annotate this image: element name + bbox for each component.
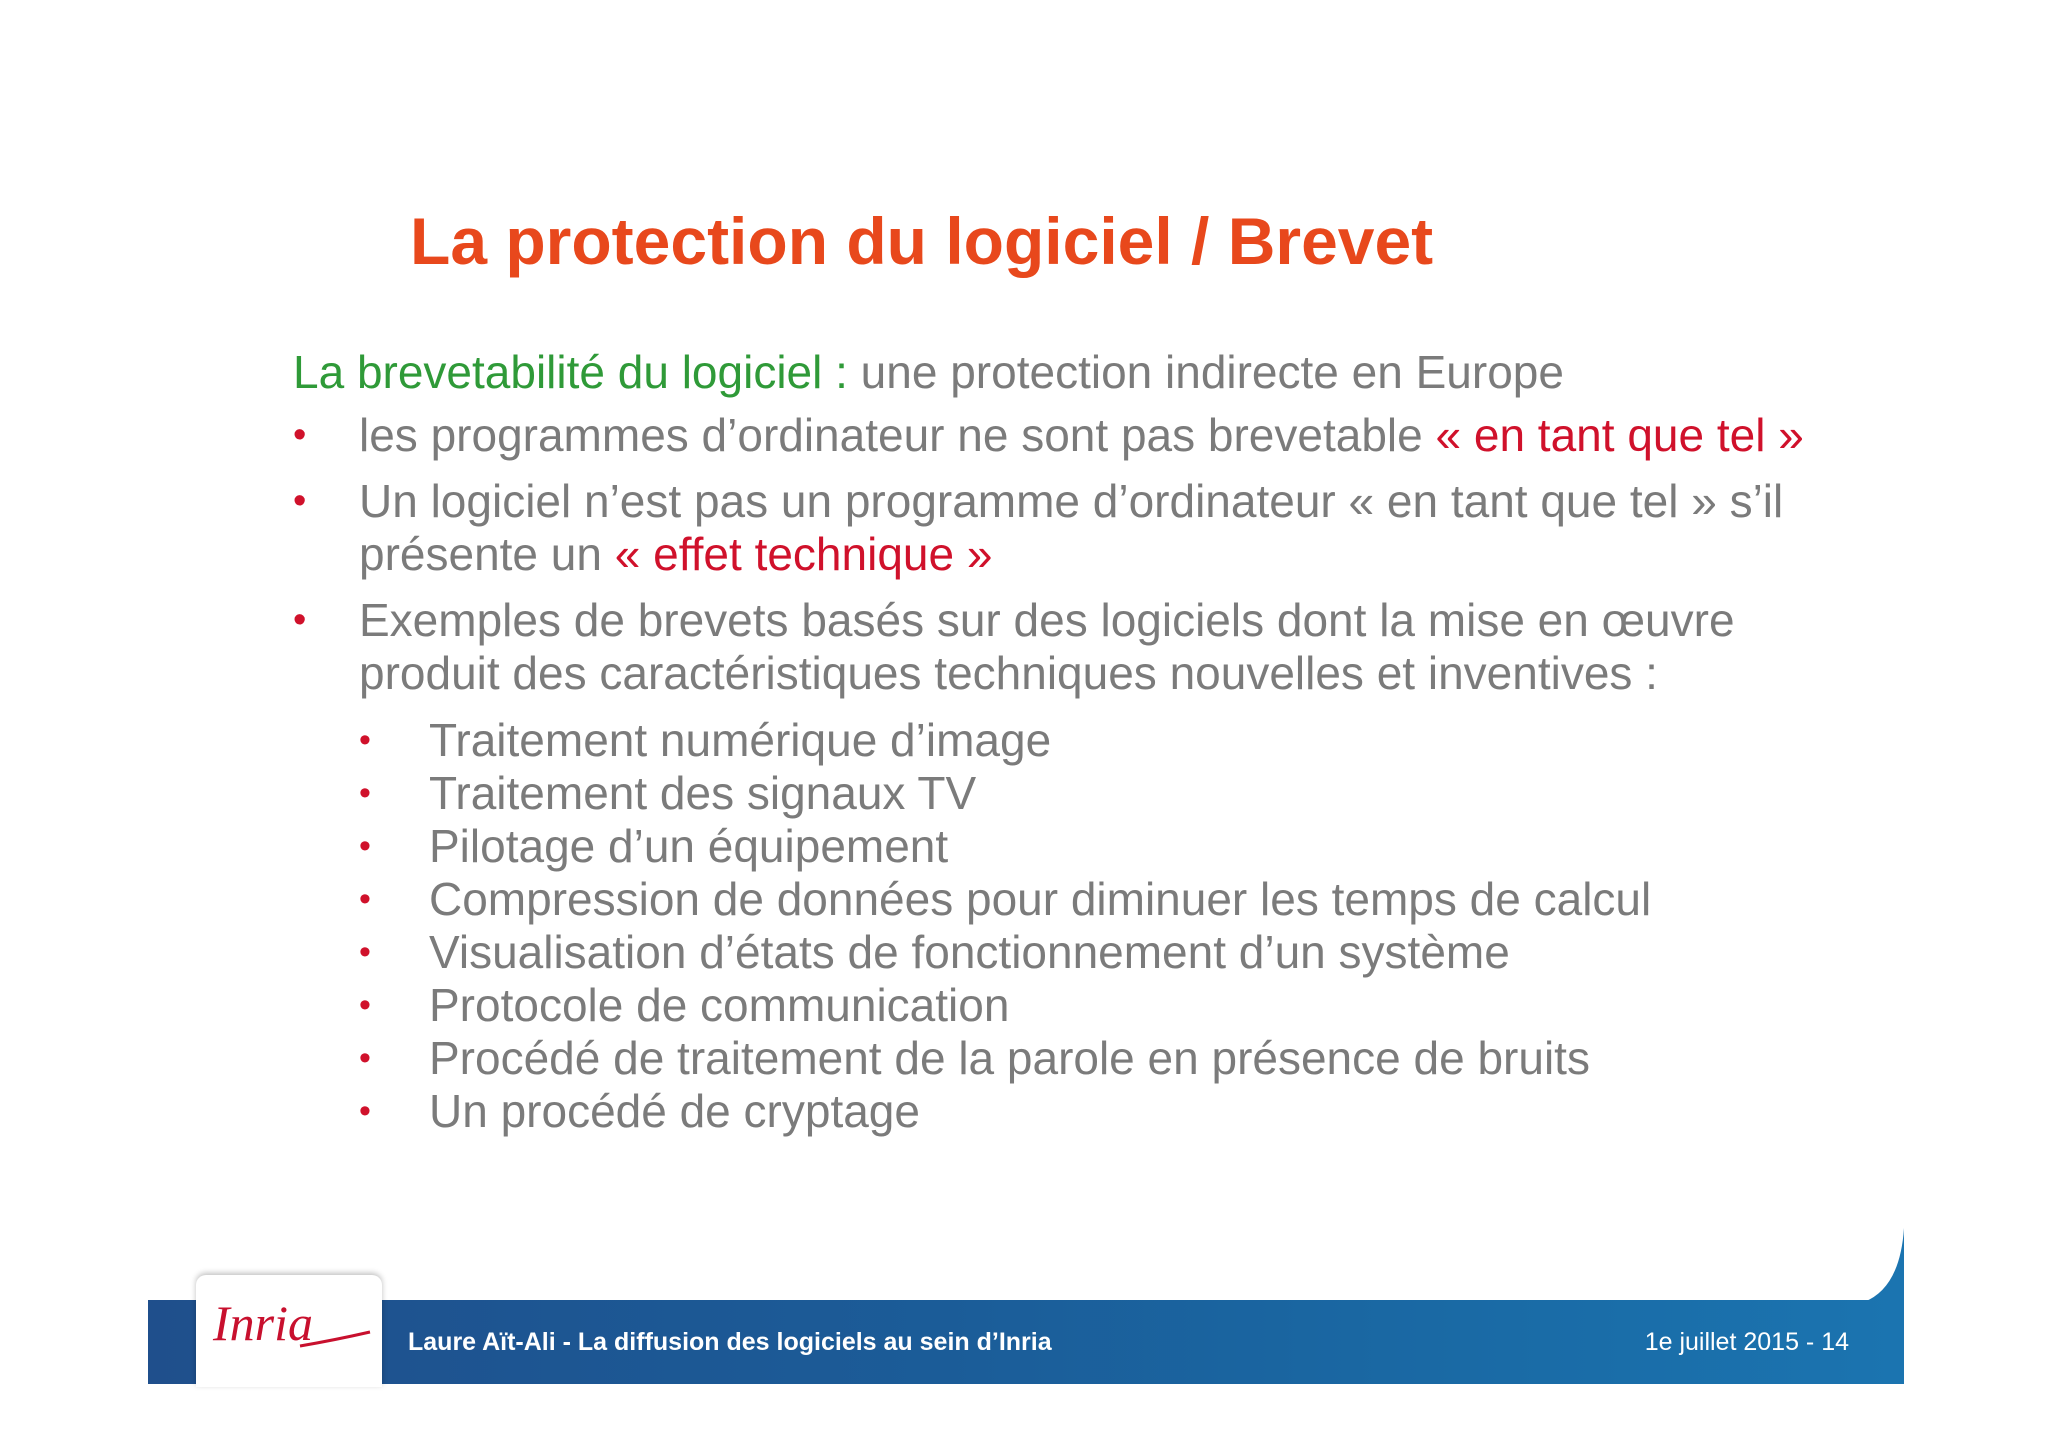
bullet-text: Exemples de brevets basés sur des logiciels dont la mise en œuvre produit des caractéristiques techniques nouvelles et inventives :: [359, 594, 1735, 699]
sub-bullet-text: Traitement des signaux TV: [429, 767, 977, 819]
bullet-item: [293, 475, 1853, 581]
sub-bullet-item: [359, 767, 1853, 820]
inria-logo-text: Inria: [213, 1295, 313, 1351]
bullet-highlight: « effet technique »: [614, 528, 993, 580]
bullet-icon: •: [359, 774, 371, 812]
sub-bullet-item: [359, 714, 1853, 767]
bullet-item: [293, 594, 1853, 1138]
sub-bullet-list: [359, 714, 1853, 1138]
sub-bullet-item: [359, 820, 1853, 873]
intro-line: [293, 346, 1853, 399]
bullet-icon: •: [359, 986, 371, 1024]
bullet-item: [293, 409, 1853, 462]
bullet-icon: •: [359, 827, 371, 865]
slide-content: [293, 346, 1853, 1151]
sub-bullet-item: [359, 1085, 1853, 1138]
sub-bullet-text: Visualisation d’états de fonctionnement d’un système: [429, 926, 1510, 978]
sub-bullet-text: Traitement numérique d’image: [429, 714, 1052, 766]
bullet-icon: •: [293, 414, 307, 456]
bullet-text: Un logiciel n’est pas un programme d’ordinateur « en tant que tel » s’il présente un: [359, 475, 1784, 580]
sub-bullet-text: Protocole de communication: [429, 979, 1010, 1031]
bullet-icon: •: [293, 480, 307, 522]
footer-wave-decoration: [1564, 1228, 1904, 1302]
bullet-icon: •: [359, 1092, 371, 1130]
sub-bullet-item: [359, 926, 1853, 979]
sub-bullet-item: [359, 979, 1853, 1032]
inria-logo: [205, 1288, 375, 1368]
bullet-highlight: « en tant que tel »: [1435, 409, 1804, 461]
bullet-icon: •: [359, 880, 371, 918]
bullet-icon: •: [359, 721, 371, 759]
sub-bullet-item: [359, 873, 1853, 926]
bullet-icon: •: [359, 1039, 371, 1077]
bullet-list: [293, 409, 1853, 1138]
footer-date-page: 1e juillet 2015 - 14: [1644, 1328, 1849, 1356]
intro-highlight: La brevetabilité du logiciel :: [293, 346, 848, 398]
sub-bullet-text: Compression de données pour diminuer les temps de calcul: [429, 873, 1652, 925]
bullet-icon: •: [359, 933, 371, 971]
bullet-text: les programmes d’ordinateur ne sont pas brevetable: [359, 409, 1436, 461]
intro-text: une protection indirecte en Europe: [847, 346, 1564, 398]
sub-bullet-text: Procédé de traitement de la parole en présence de bruits: [429, 1032, 1590, 1084]
sub-bullet-item: [359, 1032, 1853, 1085]
sub-bullet-text: Pilotage d’un équipement: [429, 820, 949, 872]
bullet-icon: •: [293, 599, 307, 641]
sub-bullet-text: Un procédé de cryptage: [429, 1085, 920, 1137]
footer-author-title: Laure Aït-Ali - La diffusion des logiciels au sein d’Inria: [408, 1328, 1052, 1356]
slide-title: La protection du logiciel / Brevet: [410, 204, 1434, 278]
